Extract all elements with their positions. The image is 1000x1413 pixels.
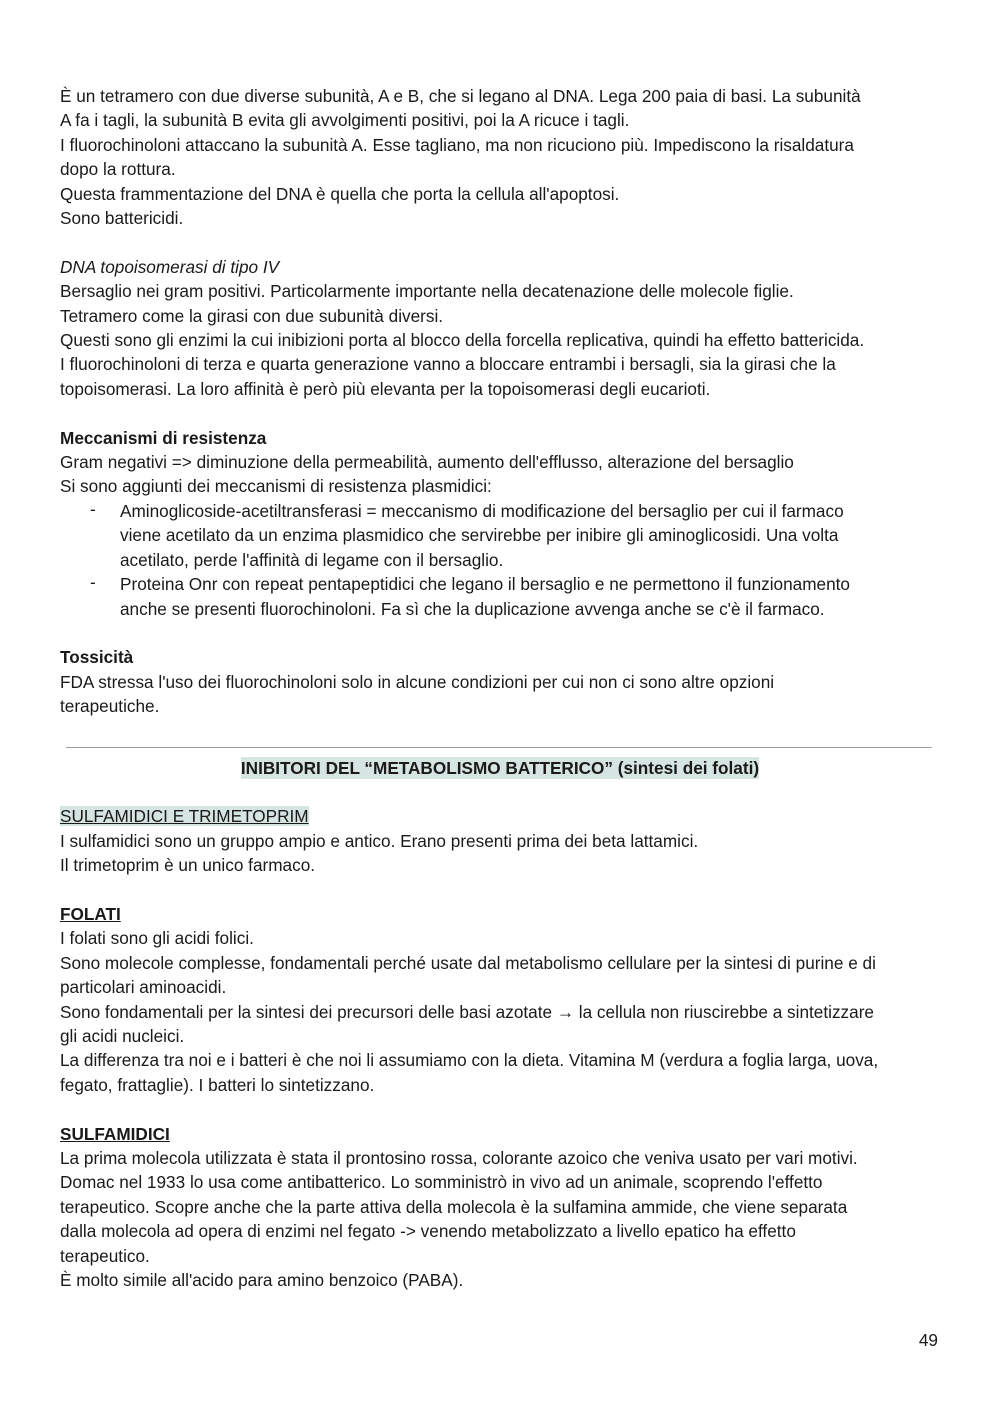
paragraph-line: La differenza tra noi e i batteri è che noi li assumiamo con la dieta. Vitamina M (verdura a foglia larga, uova, [60,1050,879,1071]
paragraph-line: Domac nel 1933 lo usa come antibatterico. Lo somministrò in vivo ad un animale, scoprendo l'effetto [60,1172,823,1193]
paragraph-line: I fluorochinoloni di terza e quarta generazione vanno a bloccare entrambi i bersagli, sia la girasi che la [60,354,836,375]
bullet-line: anche se presenti fluorochinoloni. Fa sì che la duplicazione avvenga anche se c'è il farmaco. [120,598,825,619]
spacer [60,621,940,645]
paragraph-line: Questi sono gli enzimi la cui inibizioni porta al blocco della forcella replicativa, quindi ha effetto battericida. [60,330,865,351]
spacer [60,401,940,425]
topoisomerase-iv-title: DNA topoisomerasi di tipo IV [60,256,280,277]
paragraph-line: dopo la rottura. [60,159,176,180]
bullet-line: Proteina Onr con repeat pentapeptidici che legano il bersaglio e ne permettono il funzionamento [120,574,850,595]
spacer [60,780,940,804]
folates-title: FOLATI [60,903,121,924]
paragraph-line: I sulfamidici sono un gruppo ampio e antico. Erano presenti prima dei beta lattamici. [60,830,699,851]
paragraph-line: topoisomerasi. La loro affinità è però più elevanta per la topoisomerasi degli eucarioti. [60,378,711,399]
paragraph-line: A fa i tagli, la subunità B evita gli avvolgimenti positivi, poi la A ricuce i tagli. [60,110,630,131]
paragraph-line: dalla molecola ad opera di enzimi nel fegato -> venendo metabolizzato a livello epatico ha effetto [60,1221,796,1242]
sulfonamides-section [60,1122,940,1293]
paragraph-line: Tetramero come la girasi con due subunità diversi. [60,305,444,326]
bullet-line: acetilato, perde l'affinità di legame con il bersaglio. [120,549,504,570]
bullet-item [60,499,940,572]
spacer [60,1097,940,1121]
topoisomerase-iv-section [60,255,940,401]
paragraph-line: FDA stressa l'uso dei fluorochinoloni solo in alcune condizioni per cui non ci sono altre opzioni [60,671,775,692]
topoisomerase-ii-paragraph [60,84,940,230]
sulfa-trimetoprim-section [60,804,940,877]
section-title: INIBITORI DEL “METABOLISMO BATTERICO” (sintesi dei folati) [240,757,760,778]
paragraph-line: terapeutico. Scopre anche che la parte attiva della molecola è la sulfamina ammide, che viene separata [60,1196,848,1217]
bullet-item [60,572,940,621]
paragraph-line: I folati sono gli acidi folici. [60,928,254,949]
paragraph-line: Sono fondamentali per la sintesi dei precursori delle basi azotate → la cellula non riuscirebbe a sintetizzare [60,1001,874,1022]
paragraph-line: È un tetramero con due diverse subunità, A e B, che si legano al DNA. Lega 200 paia di basi. La subunità [60,86,861,106]
paragraph-line: È molto simile all'acido para amino benzoico (PABA). [60,1269,464,1290]
paragraph-line: I fluorochinoloni attaccano la subunità A. Esse tagliano, ma non ricuciono più. Impediscono la risaldatura [60,134,854,155]
paragraph-line: Sono battericidi. [60,208,184,229]
bullet-dash: - [90,498,96,519]
paragraph-line: terapeutiche. [60,696,160,717]
paragraph-line: terapeutico. [60,1245,150,1266]
sulfa-trimetoprim-title: SULFAMIDICI E TRIMETOPRIM [60,806,309,827]
bullet-dash: - [90,572,96,593]
toxicity-title: Tossicità [60,647,134,668]
paragraph-line: Il trimetoprim è un unico farmaco. [60,855,316,876]
paragraph-line: fegato, frattaglie). I batteri lo sintetizzano. [60,1074,375,1095]
paragraph-line: Sono molecole complesse, fondamentali perché usate dal metabolismo cellulare per la sintesi di purine e di [60,952,876,973]
paragraph-line: Gram negativi => diminuzione della permeabilità, aumento dell'efflusso, alterazione del bersaglio [60,452,794,473]
bullet-line: Aminoglicoside-acetiltransferasi = meccanismo di modificazione del bersaglio per cui il farmaco [120,500,844,521]
paragraph-line: Bersaglio nei gram positivi. Particolarmente importante nella decatenazione delle molecole figlie. [60,281,794,302]
resistance-title: Meccanismi di resistenza [60,427,267,448]
sulfonamides-title: SULFAMIDICI [60,1123,170,1144]
paragraph-line: gli acidi nucleici. [60,1025,185,1046]
paragraph-line: Si sono aggiunti dei meccanismi di resistenza plasmidici: [60,476,492,497]
resistance-section [60,426,940,621]
paragraph-line: La prima molecola utilizzata è stata il prontosino rossa, colorante azoico che veniva usato per vari motivi. [60,1147,858,1168]
toxicity-section [60,645,940,718]
page-number: 49 [918,1330,938,1350]
paragraph-line: particolari aminoacidi. [60,977,227,998]
document-page [60,84,940,1292]
spacer [60,230,940,254]
folates-section [60,902,940,1097]
section-header [60,756,940,780]
paragraph-line: Questa frammentazione del DNA è quella che porta la cellula all'apoptosi. [60,183,620,204]
bullet-line: viene acetilato da un enzima plasmidico che servirebbe per inibire gli aminoglicosidi. Una volta [120,525,839,546]
spacer [60,878,940,902]
horizontal-divider [66,747,932,748]
